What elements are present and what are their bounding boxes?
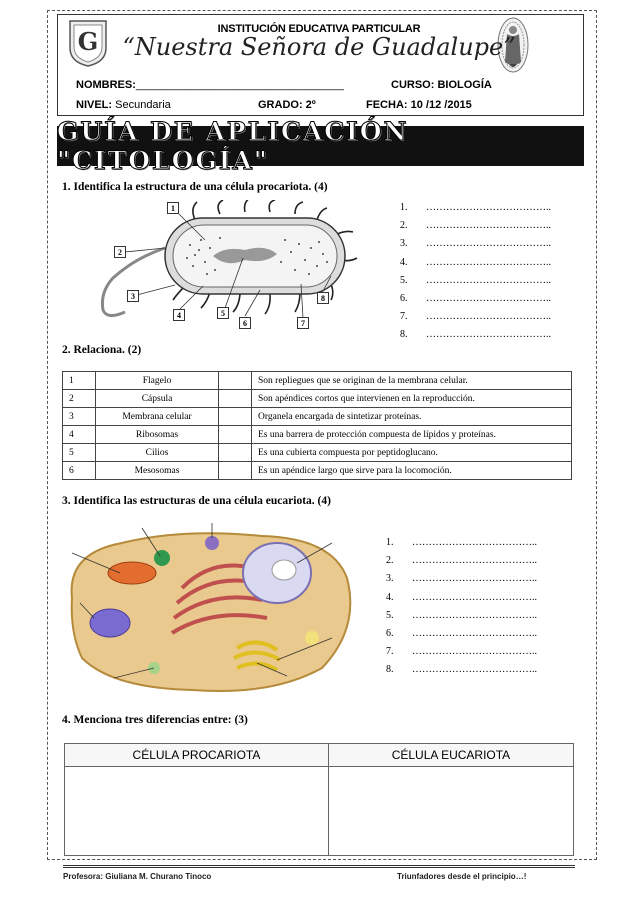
eukaryote-answer-list <box>386 537 537 683</box>
answer-cell[interactable] <box>219 390 252 408</box>
answer-line[interactable]: 5. ……………………………….. <box>386 609 537 621</box>
table-row: 5 Cilios Es una cubierta compuesta por peptidoglucano. <box>63 444 572 462</box>
prokaryote-label-4: 4 <box>173 309 185 321</box>
answer-cell[interactable] <box>219 372 252 390</box>
answer-line[interactable]: 2. ……………………………….. <box>386 555 537 567</box>
table-row: 6 Mesosomas Es un apéndice largo que sirve para la locomoción. <box>63 462 572 480</box>
fecha-row <box>366 99 472 111</box>
differences-table <box>64 743 574 856</box>
curso-row <box>391 79 492 91</box>
eukaryote-answer-cell[interactable] <box>328 767 573 856</box>
answer-cell[interactable] <box>219 408 252 426</box>
answer-line[interactable]: 4. ……………………………….. <box>400 256 551 268</box>
answer-line[interactable]: 3. ……………………………….. <box>386 573 537 585</box>
prokaryote-label-3: 3 <box>127 290 139 302</box>
prokaryote-label-2: 2 <box>114 246 126 258</box>
nombres-blank[interactable]: __________________________________ <box>135 79 344 91</box>
grado-row <box>258 99 316 111</box>
fecha-value: 10 /12 /2015 <box>410 99 472 111</box>
school-motto: “Nuestra Señora de Guadalupe” <box>122 33 516 61</box>
answer-line[interactable]: 4. ……………………………….. <box>386 591 537 603</box>
institution-name: INSTITUCIÓN EDUCATIVA PARTICULAR <box>217 23 421 35</box>
prokaryote-label-7: 7 <box>297 317 309 329</box>
answer-line[interactable]: 5. ……………………………….. <box>400 274 551 286</box>
svg-text:G: G <box>77 27 99 56</box>
answer-line[interactable]: 6. ……………………………….. <box>386 627 537 639</box>
question-1-title: 1. Identifica la estructura de una célula procariota. (4) <box>62 181 328 193</box>
question-4-title: 4. Menciona tres diferencias entre: (3) <box>62 714 248 726</box>
answer-line[interactable]: 6. ……………………………….. <box>400 292 551 304</box>
col-eukaryote-header: CÉLULA EUCARIOTA <box>328 744 573 767</box>
answer-line[interactable]: 8. ……………………………….. <box>400 329 551 341</box>
curso-label: CURSO: <box>391 79 435 91</box>
table-row: 2 Cápsula Son apéndices cortos que intervienen en la reproducción. <box>63 390 572 408</box>
title-banner <box>57 117 584 175</box>
answer-line[interactable]: 3. ……………………………….. <box>400 238 551 250</box>
answer-line[interactable]: 8. ……………………………….. <box>386 664 537 676</box>
table-row: 3 Membrana celular Organela encargada de sintetizar proteínas. <box>63 408 572 426</box>
question-2-title: 2. Relaciona. (2) <box>62 344 142 356</box>
answer-line[interactable]: 1. ……………………………….. <box>386 537 537 548</box>
nivel-label: NIVEL: <box>76 99 113 111</box>
prokaryote-label-8: 8 <box>317 292 329 304</box>
prokaryote-label-6: 6 <box>239 317 251 329</box>
banner-title: GUÍA DE APLICACIÓN "CITOLOGÍA" <box>57 117 409 175</box>
grado-value: 2º <box>305 99 316 111</box>
answer-line[interactable]: 7. ……………………………….. <box>400 311 551 323</box>
table-row: 1 Flagelo Son repliegues que se originan de la membrana celular. <box>63 372 572 390</box>
prokaryote-label-5: 5 <box>217 307 229 319</box>
relation-table <box>62 371 572 480</box>
nombres-row <box>76 79 344 91</box>
grado-label: GRADO: <box>258 99 303 111</box>
answer-line[interactable]: 7. ……………………………….. <box>386 646 537 658</box>
question-3-title: 3. Identifica las estructuras de una célula eucariota. (4) <box>62 495 331 507</box>
col-prokaryote-header: CÉLULA PROCARIOTA <box>65 744 329 767</box>
prokaryote-answer-list <box>400 202 551 348</box>
answer-cell[interactable] <box>219 426 252 444</box>
nombres-label: NOMBRES: <box>76 79 136 91</box>
prokaryote-label-1: 1 <box>167 202 179 214</box>
nivel-value: Secundaria <box>115 99 171 111</box>
nivel-row <box>76 99 171 111</box>
answer-cell[interactable] <box>219 462 252 480</box>
answer-line[interactable]: 1. ……………………………….. <box>400 202 551 213</box>
table-row: 4 Ribosomas Es una barrera de protección compuesta de lípidos y proteínas. <box>63 426 572 444</box>
answer-cell[interactable] <box>219 444 252 462</box>
eukaryotic-cell-diagram <box>62 518 362 698</box>
fecha-label: FECHA: <box>366 99 408 111</box>
answer-line[interactable]: 2. ……………………………….. <box>400 220 551 232</box>
footer-divider <box>63 865 575 868</box>
prokaryote-answer-cell[interactable] <box>65 767 329 856</box>
footer-slogan: Triunfadores desde el principio…! <box>397 872 527 881</box>
curso-value: BIOLOGÍA <box>437 79 492 91</box>
footer-teacher: Profesora: Giuliana M. Churano Tinoco <box>63 872 212 881</box>
